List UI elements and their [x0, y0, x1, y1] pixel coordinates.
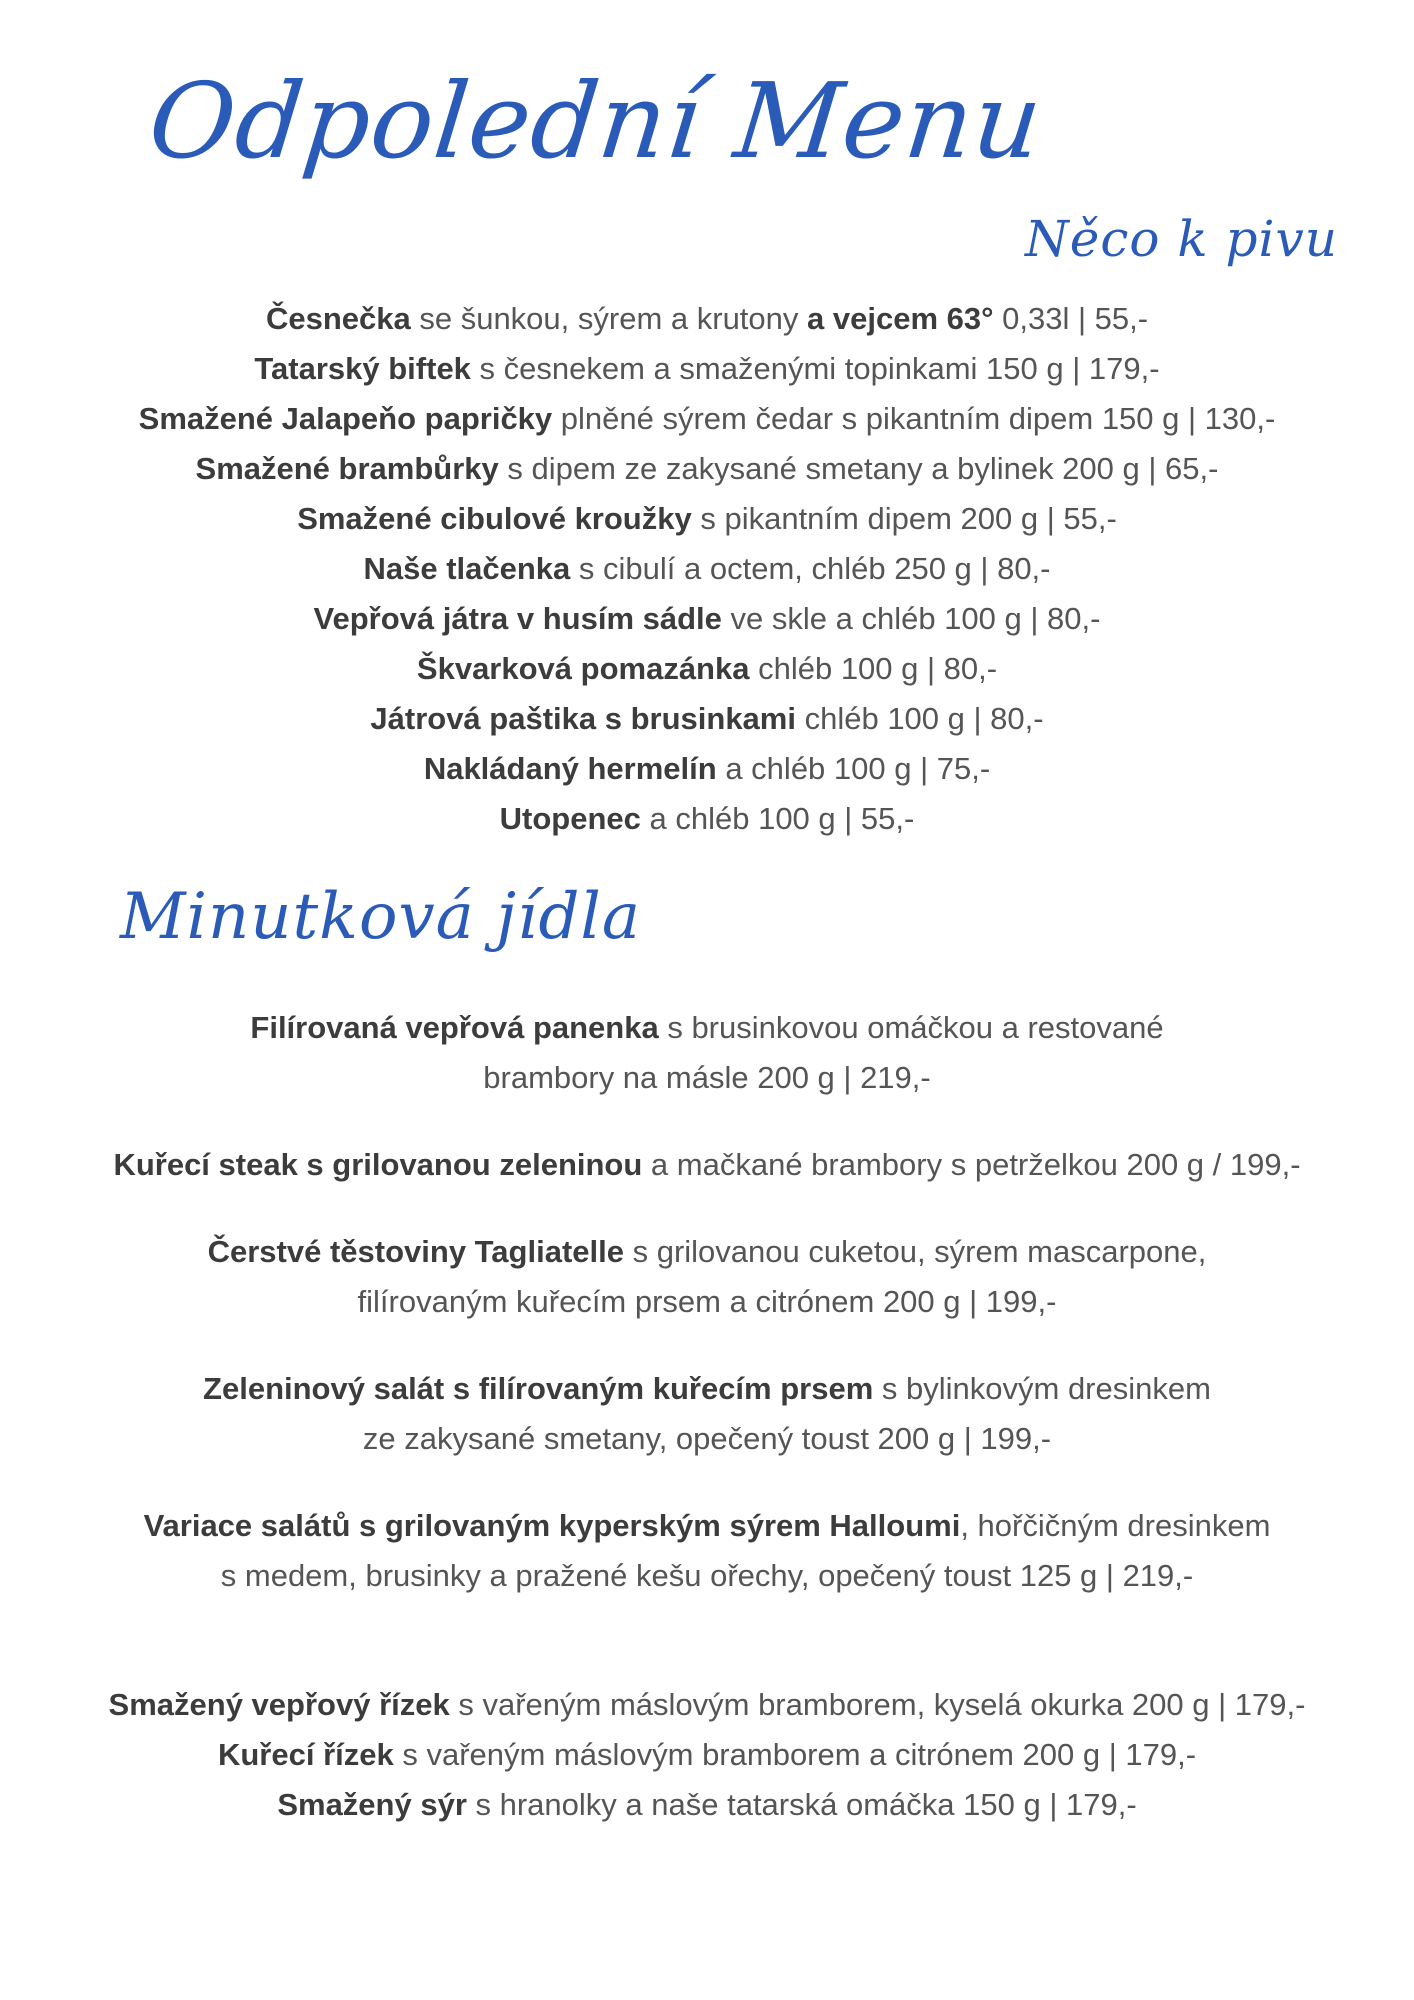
item-description: s pikantním dipem 200 g | 55,-: [691, 501, 1117, 536]
menu-item: [40, 1227, 1374, 1327]
menu-title: Odpolední Menu: [143, 60, 1049, 182]
item-name: Variace salátů s grilovaným kyperským sýrem Halloumi: [143, 1508, 961, 1543]
item-name: Čerstvé těstoviny Tagliatelle: [207, 1234, 624, 1269]
menu-item-line: [40, 1501, 1374, 1551]
item-description: s vařeným máslovým bramborem, kyselá okurka 200 g | 179,-: [449, 1687, 1306, 1722]
item-description: s česnekem a smaženými topinkami 150 g | 179,-: [470, 351, 1160, 386]
item-description: s brusinkovou omáčkou a restované: [658, 1010, 1164, 1045]
menu-item: [40, 344, 1374, 394]
menu-item-line: [40, 1053, 1374, 1103]
menu-list-neco-k-pivu: [40, 294, 1374, 844]
menu-item: [40, 1680, 1374, 1730]
item-description-continued: s medem, brusinky a pražené kešu ořechy, opečený toust 125 g | 219,-: [220, 1558, 1194, 1593]
menu-item-line: [40, 1227, 1374, 1277]
menu-item: [40, 1501, 1374, 1601]
item-name: Nakládaný hermelín: [423, 751, 717, 786]
item-description-continued: brambory na másle 200 g | 219,-: [483, 1060, 931, 1095]
section-title-neco-k-pivu: Něco k pivu: [1025, 210, 1338, 268]
menu-item-line: [40, 1551, 1374, 1601]
item-name: Utopenec: [499, 801, 641, 836]
menu-list-smazena-jidla: [40, 1680, 1374, 1830]
item-description: s bylinkovým dresinkem: [873, 1371, 1211, 1406]
menu-item: [40, 1730, 1374, 1780]
item-description: plněné sýrem čedar s pikantním dipem 150 g | 130,-: [552, 401, 1276, 436]
item-description: a chléb 100 g | 55,-: [640, 801, 915, 836]
item-name: Smažené cibulové kroužky: [297, 501, 692, 536]
item-name: Smažený sýr: [277, 1787, 467, 1822]
item-name: Tatarský biftek: [254, 351, 471, 386]
item-description: s grilovanou cuketou, sýrem mascarpone,: [623, 1234, 1207, 1269]
item-name: Smažené brambůrky: [195, 451, 499, 486]
item-description: s vařeným máslovým bramborem a citrónem 200 g | 179,-: [393, 1737, 1197, 1772]
item-name: Škvarková pomazánka: [416, 651, 750, 686]
menu-item-line: [40, 1414, 1374, 1464]
menu-item: [40, 294, 1374, 344]
item-name: Smažené Jalapeňo papričky: [138, 401, 553, 436]
menu-item-line: [40, 1364, 1374, 1414]
menu-item: [40, 1364, 1374, 1464]
menu-item: [40, 394, 1374, 444]
menu-item-line: [40, 1140, 1374, 1190]
item-description: a chléb 100 g | 75,-: [716, 751, 991, 786]
menu-item: [40, 444, 1374, 494]
item-name: Česnečka: [265, 301, 411, 336]
item-name: Játrová paštika s brusinkami: [370, 701, 796, 736]
menu-list-minutkova-jidla: [40, 1003, 1374, 1638]
menu-item: [40, 644, 1374, 694]
item-name: Smažený vepřový řízek: [108, 1687, 450, 1722]
item-description: s hranolky a naše tatarská omáčka 150 g | 179,-: [466, 1787, 1137, 1822]
item-price: 0,33l | 55,-: [993, 301, 1149, 336]
menu-item: [40, 794, 1374, 844]
item-description: , hořčičným dresinkem: [960, 1508, 1271, 1543]
item-description-continued: ze zakysané smetany, opečený toust 200 g | 199,-: [362, 1421, 1052, 1456]
item-description-continued: filírovaným kuřecím prsem a citrónem 200 g | 199,-: [357, 1284, 1057, 1319]
menu-item: [40, 544, 1374, 594]
item-description: a mačkané brambory s petrželkou 200 g / 199,-: [642, 1147, 1301, 1182]
item-name: Kuřecí řízek: [217, 1737, 394, 1772]
menu-item: [40, 1003, 1374, 1103]
item-description: chléb 100 g | 80,-: [749, 651, 998, 686]
item-name: Naše tlačenka: [363, 551, 571, 586]
item-name-extra: a vejcem 63°: [807, 301, 994, 336]
menu-item: [40, 694, 1374, 744]
menu-item-line: [40, 1277, 1374, 1327]
menu-item: [40, 1140, 1374, 1190]
item-name: Kuřecí steak s grilovanou zeleninou: [113, 1147, 643, 1182]
item-name: Vepřová játra v husím sádle: [313, 601, 722, 636]
item-name: Zeleninový salát s filírovaným kuřecím prsem: [203, 1371, 874, 1406]
menu-item: [40, 1780, 1374, 1830]
item-description: ve skle a chléb 100 g | 80,-: [721, 601, 1101, 636]
item-description: s dipem ze zakysané smetany a bylinek 200 g | 65,-: [498, 451, 1219, 486]
item-name: Filírovaná vepřová panenka: [250, 1010, 659, 1045]
menu-item: [40, 594, 1374, 644]
item-description: chléb 100 g | 80,-: [795, 701, 1044, 736]
menu-item-line: [40, 1003, 1374, 1053]
menu-item: [40, 494, 1374, 544]
section-title-minutkova-jidla: Minutková jídla: [120, 880, 642, 954]
menu-item: [40, 744, 1374, 794]
item-description: s cibulí a octem, chléb 250 g | 80,-: [570, 551, 1051, 586]
item-description: se šunkou, sýrem a krutony: [410, 301, 808, 336]
